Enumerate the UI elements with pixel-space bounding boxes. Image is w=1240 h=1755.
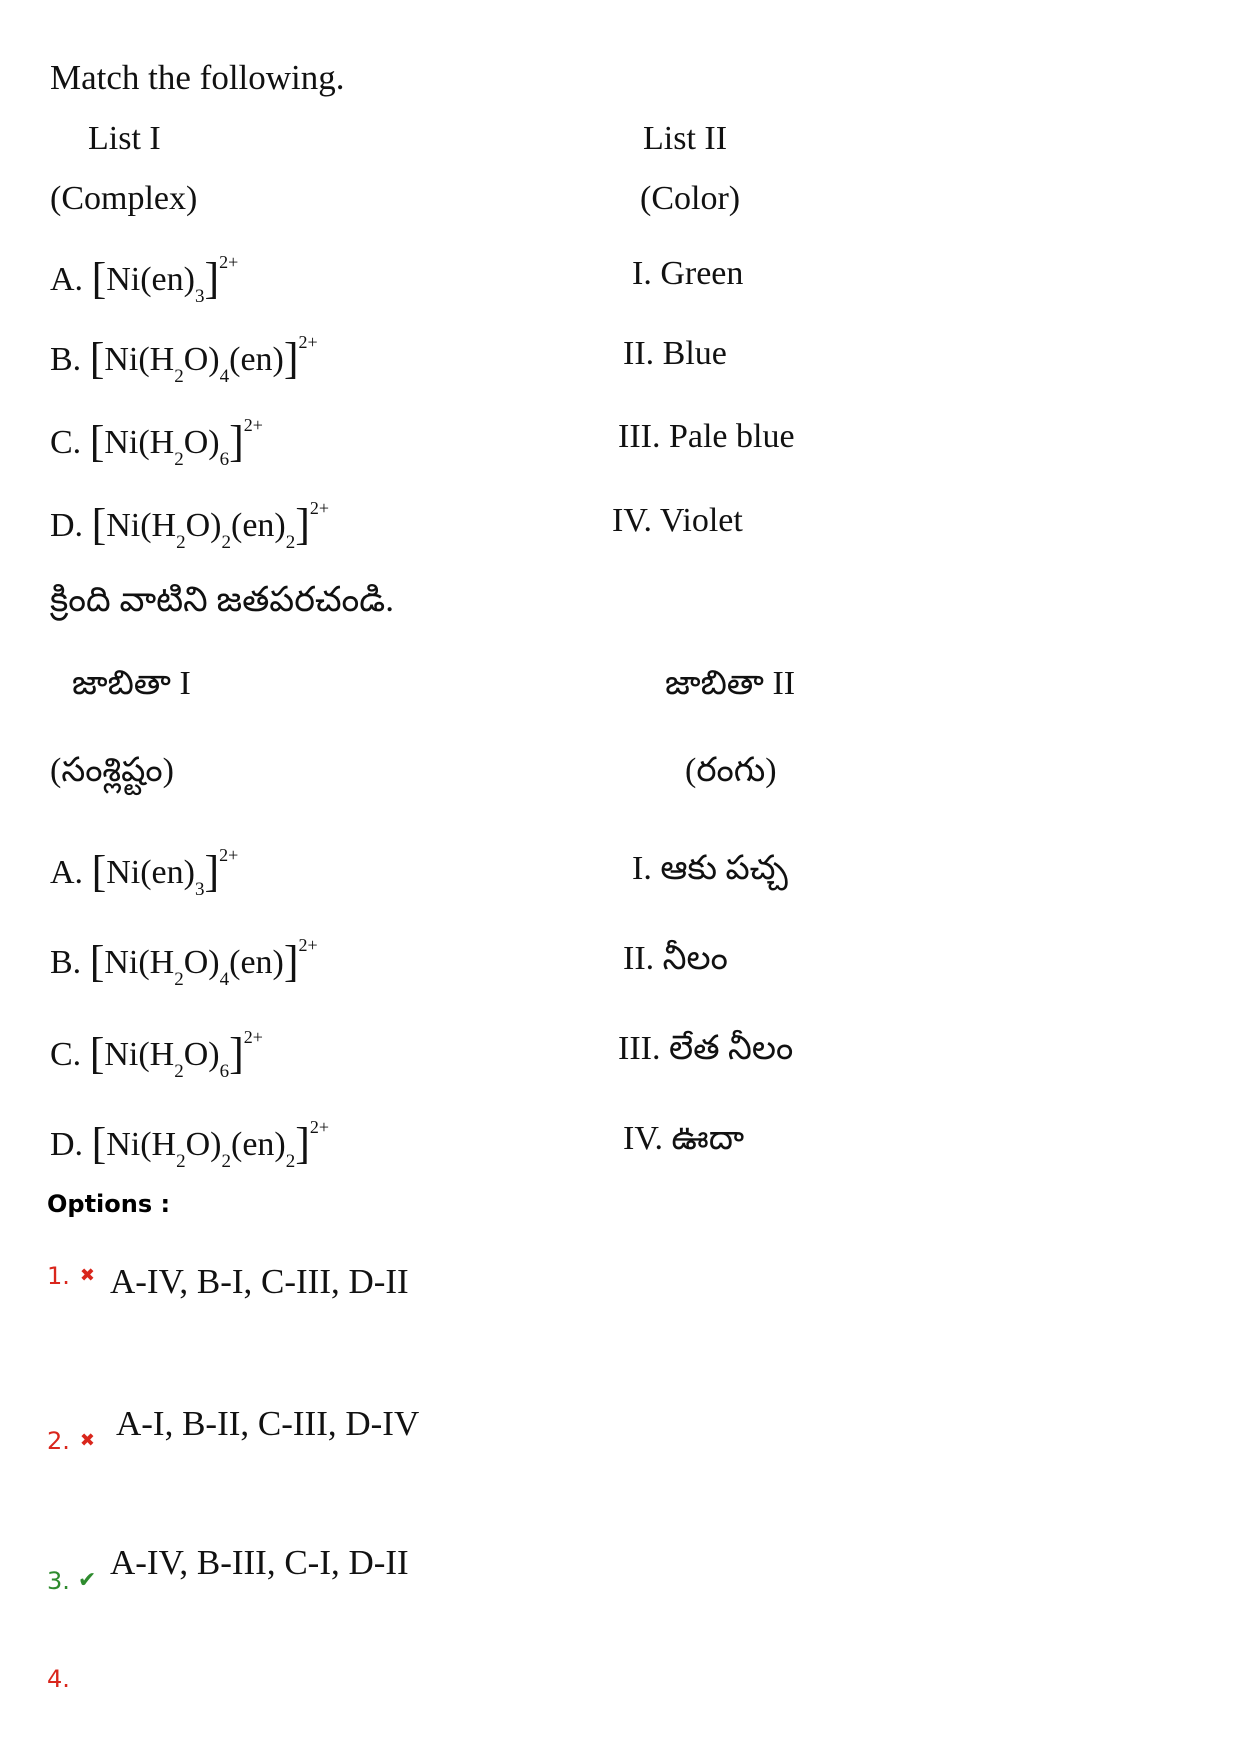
option-number: 4. — [47, 1665, 70, 1693]
option-1-text: A-IV, B-I, C-III, D-II — [110, 1262, 409, 1301]
complex-b: B. $[Ni(H_2O)_4(en)]^{2+}$ — [50, 331, 318, 387]
complex-label: B. — [50, 341, 82, 378]
option-number: 1. — [47, 1262, 70, 1290]
option-4[interactable] — [47, 1665, 70, 1693]
color-iv-telugu: IV. ఊదా — [623, 1120, 745, 1157]
color-i-telugu: I. ఆకు పచ్చ — [632, 850, 788, 887]
color-iii-telugu: III. లేత నీలం — [618, 1030, 794, 1067]
complex-a-telugu: A. $[Ni(en)_3]^{2+}$ — [50, 844, 239, 900]
cross-icon: ✖ — [79, 1265, 95, 1286]
question-title-telugu: క్రింది వాటిని జతపరచండి. — [50, 580, 394, 619]
list1-subheader-telugu: (సంశ్లిష్టం) — [50, 752, 174, 789]
option-number: 3. — [47, 1567, 70, 1595]
cross-icon: ✖ — [79, 1430, 95, 1451]
complex-label: D. — [50, 1126, 84, 1163]
complex-label: A. — [50, 261, 84, 298]
complex-label: D. — [50, 507, 84, 544]
option-3[interactable] — [47, 1567, 96, 1595]
complex-b-telugu: B. $[Ni(H_2O)_4(en)]^{2+}$ — [50, 934, 318, 990]
color-iv: IV. Violet — [612, 502, 743, 539]
complex-c-telugu: C. $[Ni(H_2O)_6]^{2+}$ — [50, 1026, 263, 1082]
color-iii: III. Pale blue — [618, 418, 795, 455]
complex-d: D. $[Ni(H_2O)_2(en)_2]^{2+}$ — [50, 497, 330, 553]
complex-c: C. $[Ni(H_2O)_6]^{2+}$ — [50, 414, 263, 470]
option-number: 2. — [47, 1427, 70, 1455]
list1-header: List I — [88, 120, 161, 157]
color-ii: II. Blue — [623, 335, 727, 372]
complex-label: C. — [50, 1036, 82, 1073]
complex-a: A. $[Ni(en)_3]^{2+}$ — [50, 251, 239, 307]
complex-label: A. — [50, 854, 84, 891]
option-2-text: A-I, B-II, C-III, D-IV — [116, 1404, 420, 1443]
list1-subheader: (Complex) — [50, 180, 198, 217]
option-1[interactable] — [47, 1262, 95, 1290]
option-2[interactable] — [47, 1427, 95, 1455]
option-3-text: A-IV, B-III, C-I, D-II — [110, 1543, 409, 1582]
question-title: Match the following. — [50, 58, 345, 97]
complex-label: B. — [50, 944, 82, 981]
check-icon: ✔ — [77, 1568, 97, 1593]
list1-header-telugu: జాబితా I — [72, 665, 191, 702]
color-i: I. Green — [632, 255, 744, 292]
list2-header: List II — [643, 120, 728, 157]
options-heading: Options : — [47, 1190, 171, 1218]
color-ii-telugu: II. నీలం — [623, 940, 728, 977]
list2-subheader: (Color) — [640, 180, 741, 217]
list2-header-telugu: జాబితా II — [665, 665, 796, 702]
complex-d-telugu: D. $[Ni(H_2O)_2(en)_2]^{2+}$ — [50, 1116, 330, 1172]
complex-label: C. — [50, 424, 82, 461]
list2-subheader-telugu: (రంగు) — [685, 752, 777, 789]
